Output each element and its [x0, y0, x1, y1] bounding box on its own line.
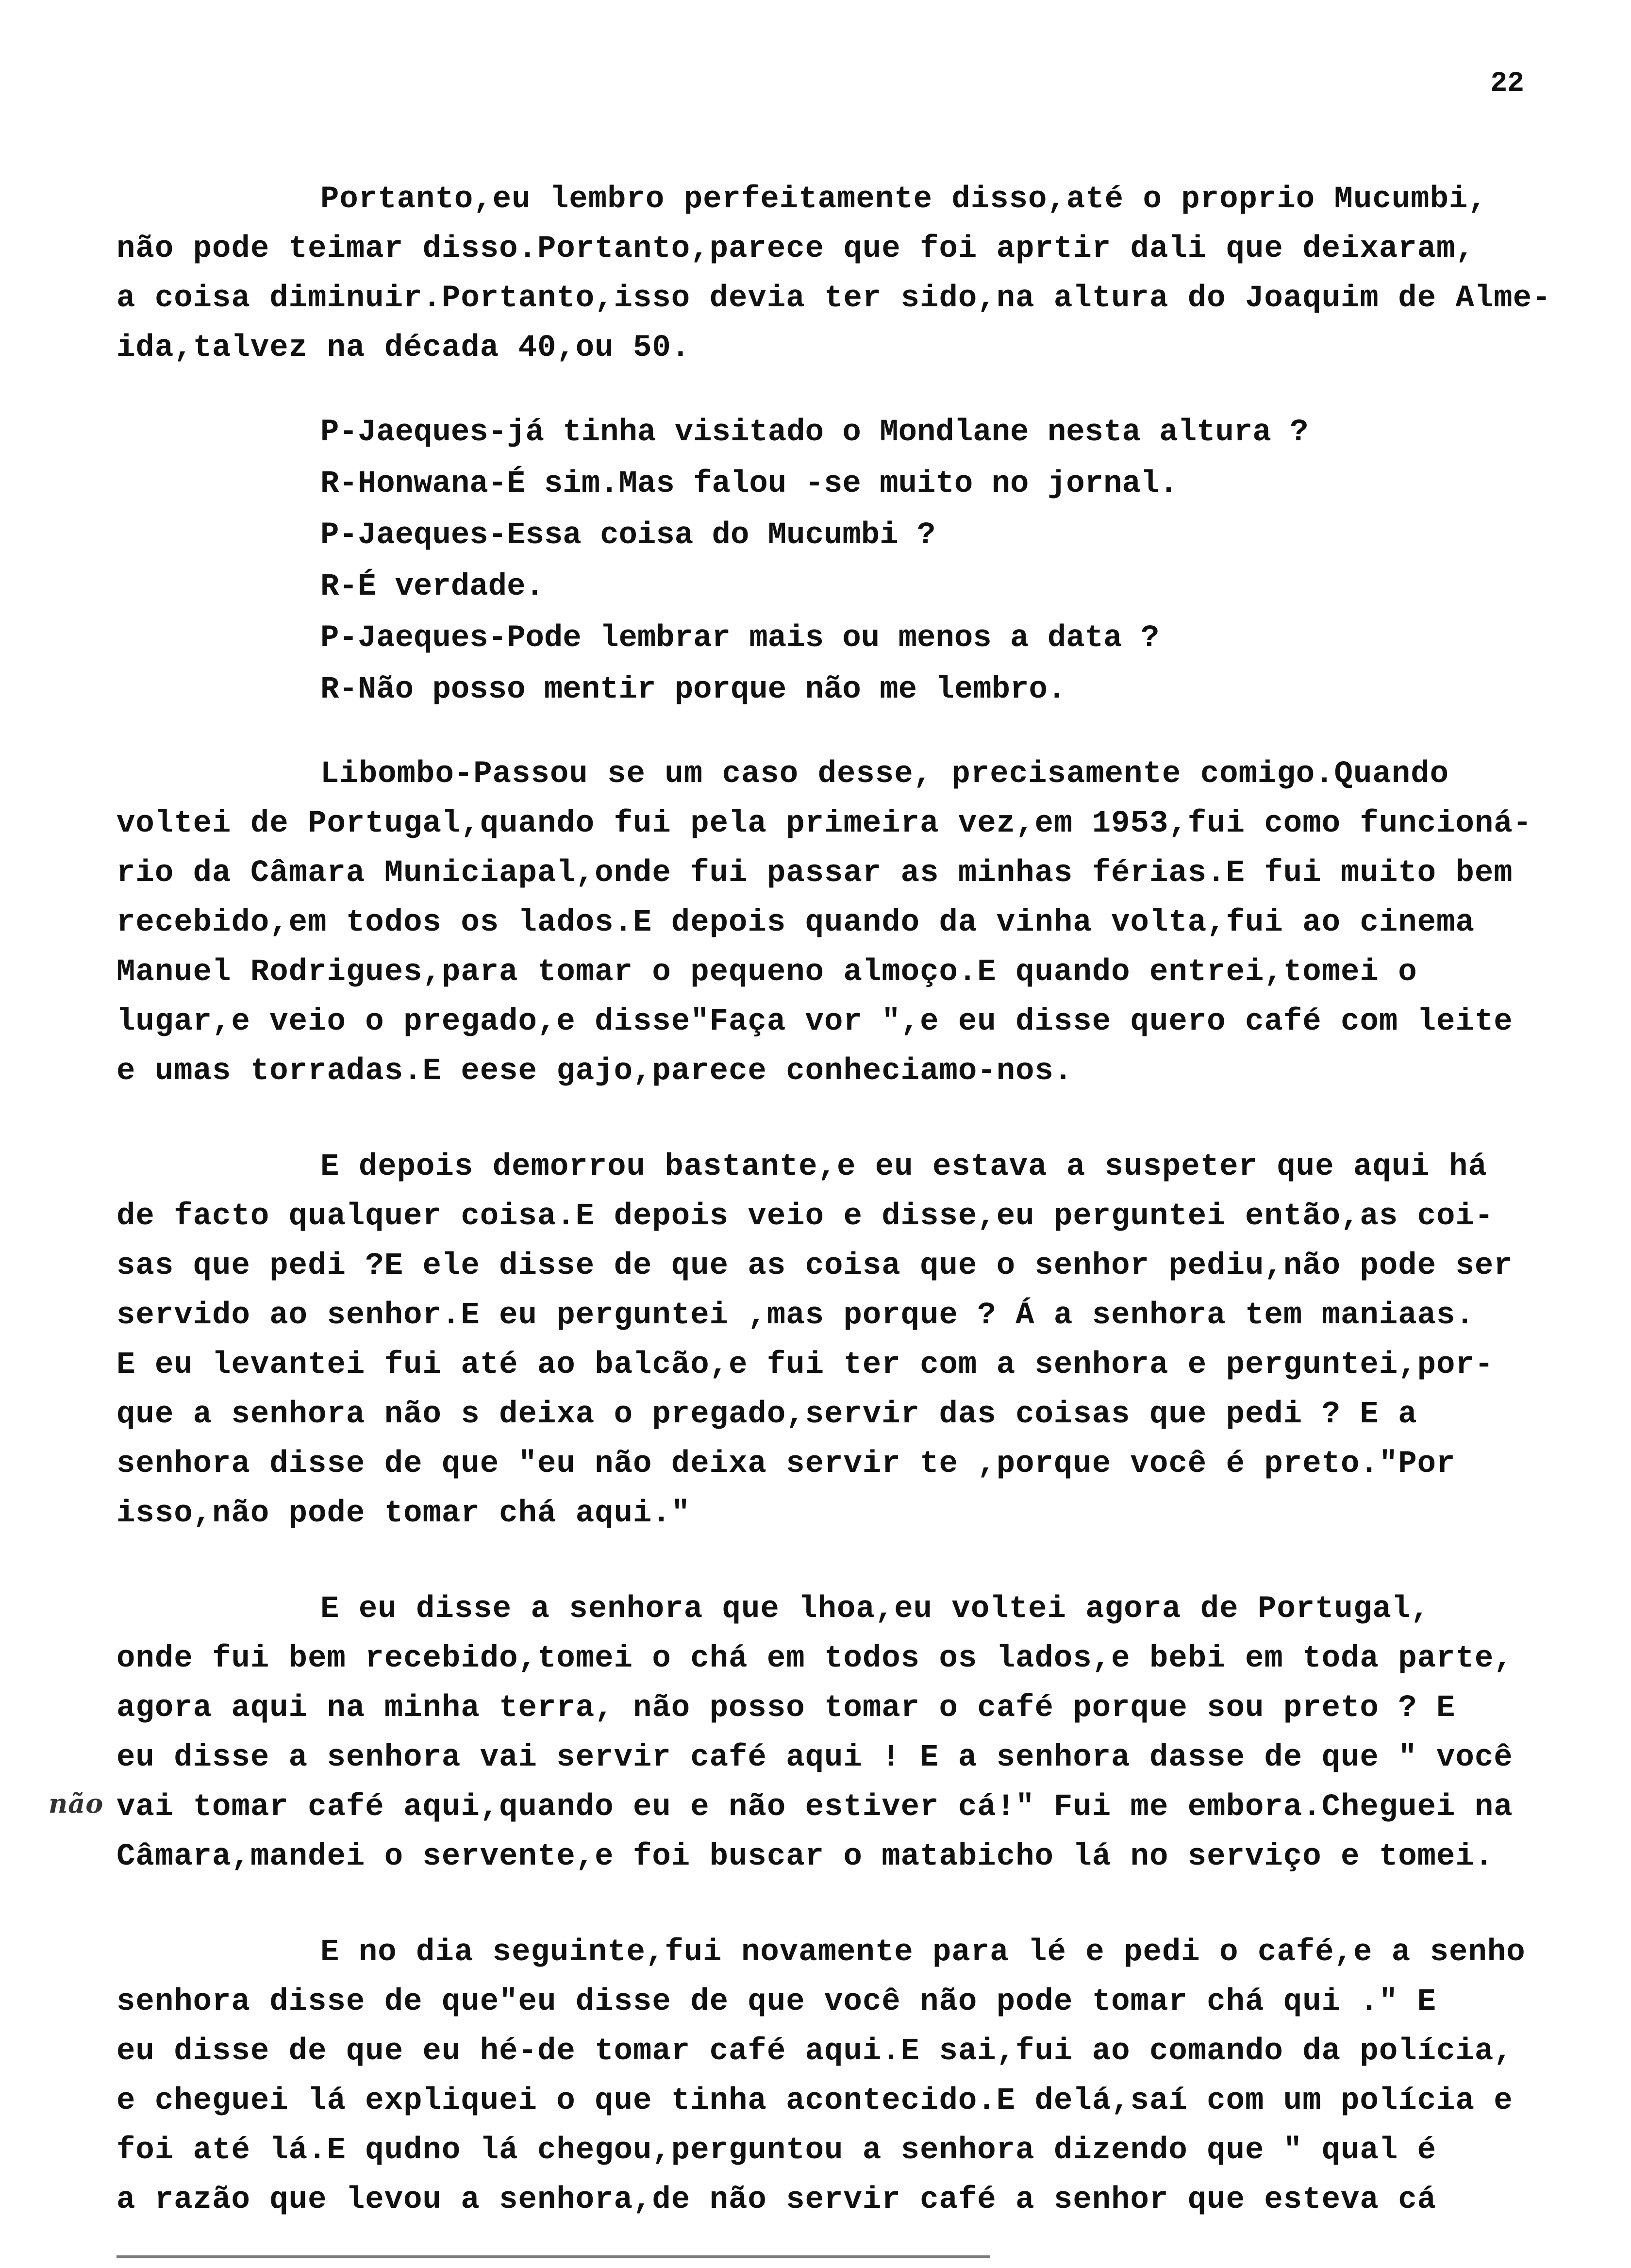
dialogue-line: R-Honwana-É sim.Mas falou -se muito no jornal.	[320, 467, 1178, 501]
text-line: E eu levantei fui até ao balcão,e fui ter com a senhora e perguntei,por-	[116, 1348, 1494, 1383]
text-line: rio da Câmara Municiapal,onde fui passar as minhas férias.E fui muito bem	[116, 856, 1513, 891]
paragraph-1	[116, 175, 1563, 373]
text-line: agora aqui na minha terra, não posso tomar o café porque sou preto ? E	[116, 1691, 1456, 1726]
text-line: senhora disse de que"eu disse de que você não pode tomar chá qui ." E	[116, 1984, 1437, 2019]
transcript-body	[49, 175, 1563, 2225]
text-line: servido ao senhor.E eu perguntei ,mas porque ? Á a senhora tem maniaas.	[116, 1298, 1475, 1333]
paragraph-4	[49, 1584, 1563, 1882]
dialogue-line: R-Não posso mentir porque não me lembro.	[320, 672, 1066, 707]
text-line: ida,talvez na década 40,ou 50.	[116, 331, 691, 366]
text-line: E no dia seguinte,fui novamente para lé e pedi o café,e a senho	[320, 1935, 1526, 1970]
text-line: e cheguei lá expliquei o que tinha acontecido.E delá,saí com um polícia e	[116, 2084, 1513, 2118]
text-line: não pode teimar disso.Portanto,parece que foi aprtir dali que deixaram,	[116, 232, 1475, 267]
text-line: eu disse de que eu hé-de tomar café aqui.E sai,fui ao comando da polícia,	[116, 2034, 1513, 2069]
text-line: lugar,e veio o pregado,e disse"Faça vor ",e eu disse quero café com leite	[116, 1004, 1513, 1039]
text-line: Câmara,mandei o servente,e foi buscar o matabicho lá no serviço e tomei.	[116, 1839, 1494, 1874]
handwritten-margin-note: não	[49, 1788, 104, 1819]
text-line: a razão que levou a senhora,de não servir café a senhor que esteva cá	[116, 2183, 1437, 2218]
dialogue-line: R-É verdade.	[320, 569, 544, 604]
dialogue-line: P-Jaeques-já tinha visitado o Mondlane nesta altura ?	[320, 415, 1309, 450]
text-line: vai tomar café aqui,quando eu e não estiver cá!" Fui me embora.Cheguei na	[116, 1790, 1513, 1825]
text-line: recebido,em todos os lados.E depois quando da vinha volta,fui ao cinema	[116, 905, 1475, 940]
text-line: isso,não pode tomar chá aqui."	[116, 1496, 691, 1531]
paragraph-5	[116, 1928, 1563, 2225]
text-line: e umas torradas.E eese gajo,parece conheciamo-nos.	[116, 1054, 1073, 1089]
text-line: Libombo-Passou se um caso desse, precisamente comigo.Quando	[320, 757, 1449, 792]
paragraph-gap	[116, 1882, 1563, 1928]
text-line: Portanto,eu lembro perfeitamente disso,até o proprio Mucumbi,	[320, 182, 1487, 217]
paragraph-gap	[116, 1538, 1563, 1584]
page-number: 22	[1490, 68, 1524, 100]
text-line: E depois demorrou bastante,e eu estava a suspeter que aqui há	[320, 1150, 1487, 1184]
text-line: de facto qualquer coisa.E depois veio e disse,eu perguntei então,as coi-	[116, 1199, 1494, 1234]
dialogue-line: P-Jaeques-Pode lembrar mais ou menos a data ?	[320, 621, 1160, 656]
scan-edge-artifact	[116, 2255, 990, 2258]
paragraph-3	[116, 1142, 1563, 1538]
paragraph-2	[116, 750, 1563, 1096]
text-line: a coisa diminuir.Portanto,isso devia ter sido,na altura do Joaquim de Alme-	[116, 281, 1551, 316]
text-line: foi até lá.E qudno lá chegou,perguntou a senhora dizendo que " qual é	[116, 2133, 1437, 2168]
text-line: voltei de Portugal,quando fui pela primeira vez,em 1953,fui como funcioná-	[116, 806, 1532, 841]
text-line: que a senhora não s deixa o pregado,servir das coisas que pedi ? E a	[116, 1397, 1417, 1432]
interview-dialogue	[116, 407, 1563, 716]
dialogue-line: P-Jaeques-Essa coisa do Mucumbi ?	[320, 518, 936, 553]
text-line: senhora disse de que "eu não deixa servir te ,porque você é preto."Por	[116, 1447, 1456, 1482]
text-line: Manuel Rodrigues,para tomar o pequeno almoço.E quando entrei,tomei o	[116, 955, 1417, 990]
text-line: onde fui bem recebido,tomei o chá em todos os lados,e bebi em toda parte,	[116, 1641, 1513, 1676]
text-line: eu disse a senhora vai servir café aqui ! E a senhora dasse de que " você	[116, 1740, 1513, 1775]
text-line: E eu disse a senhora que lhoa,eu voltei agora de Portugal,	[320, 1592, 1430, 1627]
paragraph-gap	[116, 1096, 1563, 1142]
text-line: sas que pedi ?E ele disse de que as coisa que o senhor pediu,não pode ser	[116, 1249, 1513, 1284]
